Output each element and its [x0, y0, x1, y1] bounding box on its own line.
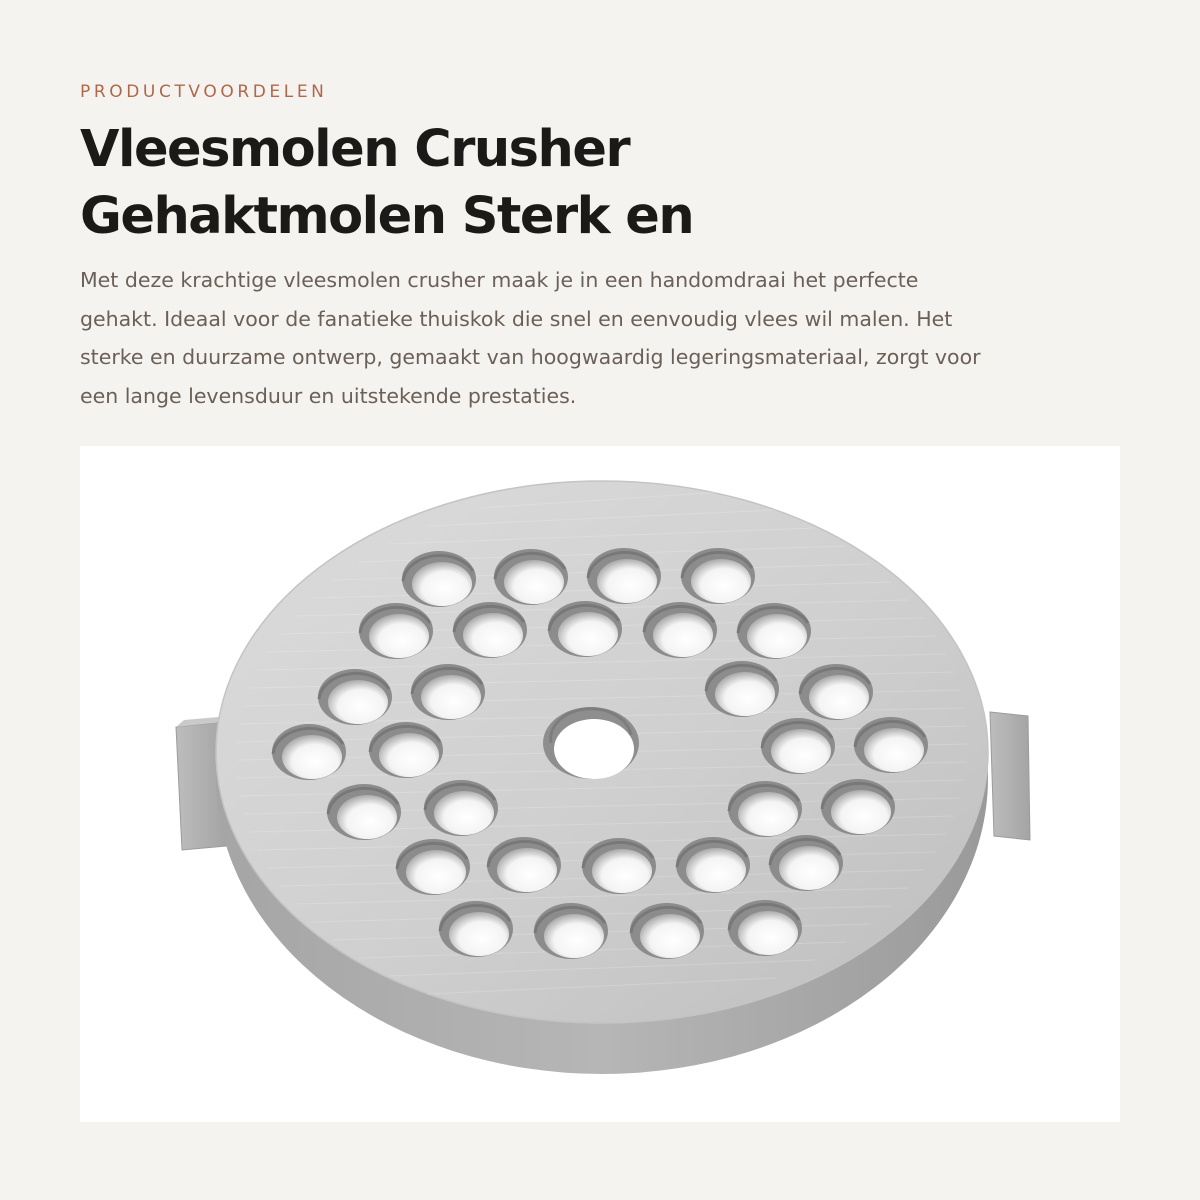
- grinder-plate-illustration: [80, 446, 1120, 1122]
- plate-hole: [327, 784, 401, 840]
- plate-hole: [854, 717, 928, 773]
- plate-hole: [821, 779, 895, 835]
- product-title-line: Vleesmolen Crusher: [80, 120, 630, 179]
- plate-hole: [548, 601, 622, 657]
- plate-hole: [630, 903, 704, 959]
- product-description-line: Met deze krachtige vleesmolen crusher maak je in een handomdraai het perfecte: [80, 268, 919, 292]
- plate-hole: [728, 900, 802, 956]
- plate-hole: [582, 838, 656, 894]
- plate-hole: [587, 548, 661, 604]
- plate-hole: [769, 835, 843, 891]
- product-description-line: sterke en duurzame ontwerp, gemaakt van hoogwaardig legeringsmateriaal, zorgt voor: [80, 345, 981, 369]
- product-description: [80, 261, 1120, 415]
- plate-hole: [676, 837, 750, 893]
- plate-hole: [396, 839, 470, 895]
- product-image: [80, 446, 1120, 1122]
- section-eyebrow: PRODUCTVOORDELEN: [80, 82, 328, 102]
- plate-hole: [453, 602, 527, 658]
- plate-hole: [411, 664, 485, 720]
- product-title: [80, 116, 1130, 250]
- plate-hole: [728, 781, 802, 837]
- plate-hole: [487, 837, 561, 893]
- plate-center-hole: [543, 707, 639, 779]
- plate-lug-right: [990, 712, 1030, 840]
- plate-hole: [737, 603, 811, 659]
- plate-hole: [318, 669, 392, 725]
- plate-hole: [424, 780, 498, 836]
- product-title-line: Gehaktmolen Sterk en: [80, 187, 694, 246]
- plate-hole: [402, 551, 476, 607]
- plate-hole: [369, 722, 443, 778]
- plate-hole: [681, 548, 755, 604]
- plate-hole: [359, 603, 433, 659]
- plate-hole: [272, 724, 346, 780]
- product-description-line: een lange levensduur en uitstekende prestaties.: [80, 383, 577, 408]
- plate-hole: [761, 718, 835, 774]
- product-description-line: gehakt. Ideaal voor de fanatieke thuiskok die snel en eenvoudig vlees wil malen. Het: [80, 306, 953, 331]
- plate-hole: [643, 602, 717, 658]
- plate-hole: [439, 901, 513, 957]
- plate-hole: [494, 549, 568, 605]
- plate-hole: [799, 664, 873, 720]
- plate-hole: [705, 661, 779, 717]
- plate-hole: [534, 903, 608, 959]
